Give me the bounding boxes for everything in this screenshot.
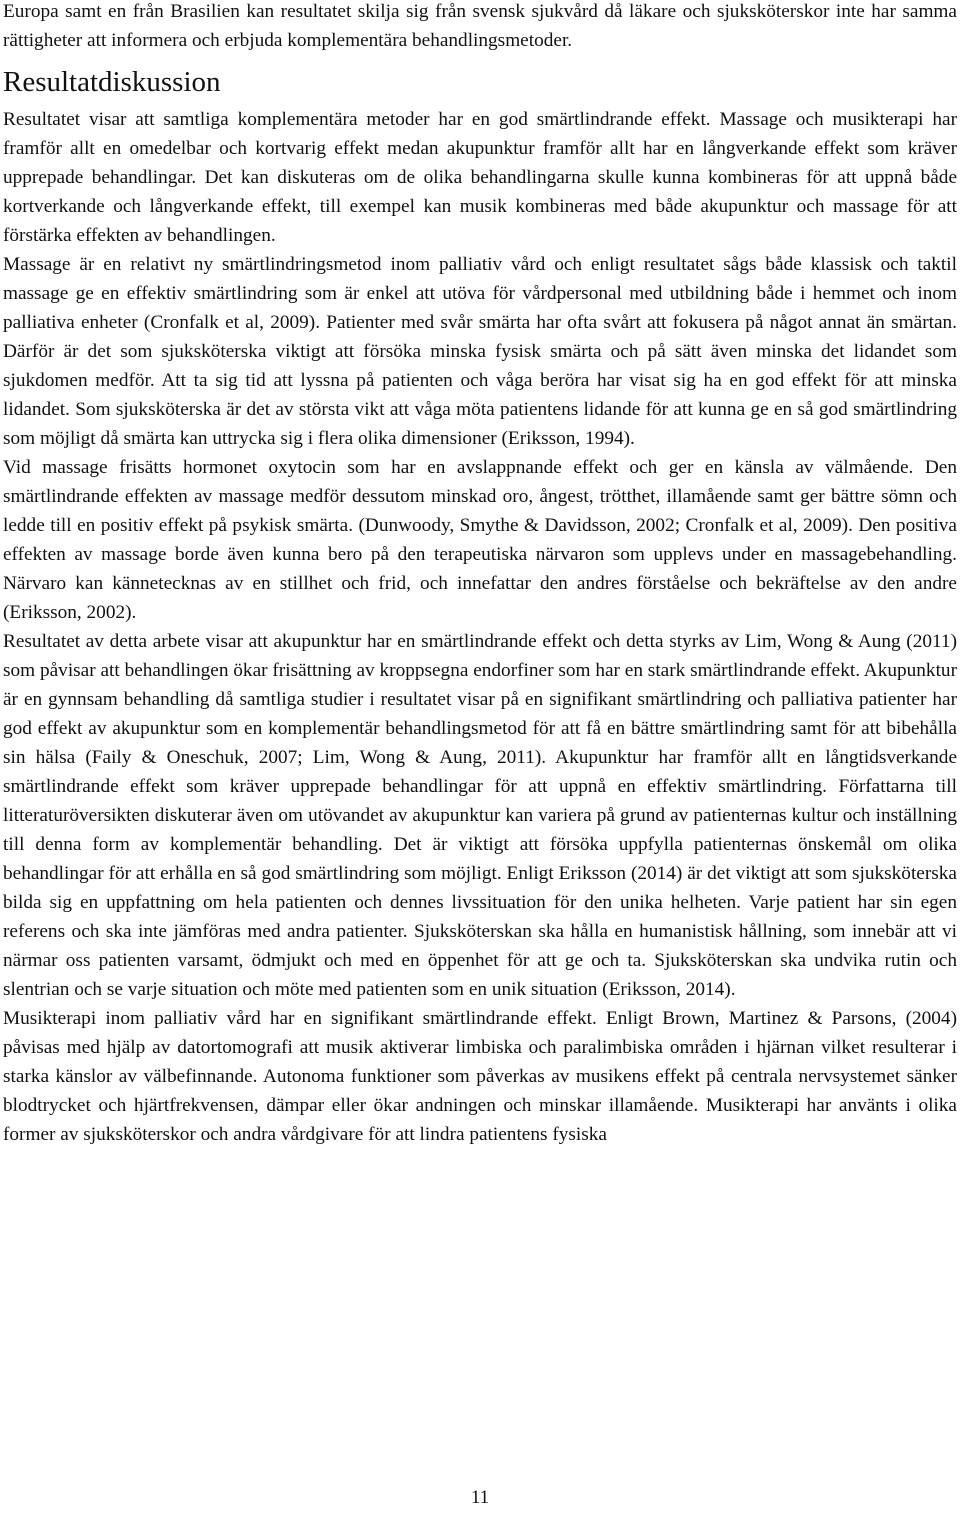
- paragraph-massage: Massage är en relativt ny smärtlindringsmetod inom palliativ vård och enligt resultatet sågs både klassisk och taktil massage ge en effektiv smärtlindring som är enkel att utöva för vårdpersonal med utbildning både i hemmet och inom palliativa enheter (Cronfalk et al, 2009). Patienter med svår smärta har ofta svårt att fokusera på något annat än smärtan. Därför är det som sjuksköterska viktigt att försöka minska fysisk smärta och på sätt även minska det lidandet som sjukdomen medför. Att ta sig tid att lyssna på patienten och våga beröra har visat sig ha en god effekt för att minska lidandet. Som sjuksköterska är det av största vikt att våga möta patientens lidande för att kunna ge en så god smärtlindring som möjligt då smärta kan uttrycka sig i flera olika dimensioner (Eriksson, 1994).: [3, 254, 957, 449]
- paragraph-music-therapy: Musikterapi inom palliativ vård har en signifikant smärtlindrande effekt. Enligt Brown, Martinez & Parsons, (2004) påvisas med hjälp av datortomografi att musik aktiverar limbiska och paralimbiska områden i hjärnan vilket resulterar i starka känslor av välbefinnande. Autonoma funktioner som påverkas av musikens effekt på centrala nervsystemet sänker blodtrycket och hjärtfrekvensen, dämpar eller ökar andningen och minskar illamående. Musikterapi har använts i olika former av sjuksköterskor och andra vårdgivare för att lindra patientens fysiska: [3, 1008, 957, 1145]
- section-heading: Resultatdiskussion: [3, 66, 221, 98]
- page-number: 11: [470, 1487, 490, 1508]
- intro-paragraph: Europa samt en från Brasilien kan resultatet skilja sig från svensk sjukvård då läkare och sjuksköterskor inte har samma rättigheter att informera och erbjuda komplementära behandlingsmetoder.: [3, 1, 957, 51]
- paragraph-results-summary: Resultatet visar att samtliga komplementära metoder har en god smärtlindrande effekt. Massage och musikterapi har framför allt en omedelbar och kortvarig effekt medan akupunktur framför allt har en långverkande effekt som kräver upprepade behandlingar. Det kan diskuteras om de olika behandlingarna skulle kunna kombineras för att uppnå både kortverkande och långverkande effekt, till exempel kan musik kombineras med både akupunktur och massage för att förstärka effekten av behandlingen.: [3, 109, 957, 246]
- paragraph-acupuncture: Resultatet av detta arbete visar att akupunktur har en smärtlindrande effekt och detta styrks av Lim, Wong & Aung (2011) som påvisar att behandlingen ökar frisättning av kroppsegna endorfiner som har en stark smärtlindrande effekt. Akupunktur är en gynnsam behandling då samtliga studier i resultatet visar på en signifikant smärtlindring och palliativa patienter har god effekt av akupunktur som en komplementär behandlingsmetod för att få en bättre smärtlindring samt för att bibehålla sin hälsa (Faily & Oneschuk, 2007; Lim, Wong & Aung, 2011). Akupunktur har framför allt en långtidsverkande smärtlindrande effekt som kräver upprepade behandlingar för att uppnå en effektiv smärtlindring. Författarna till litteraturöversikten diskuterar även om utövandet av akupunktur kan variera på grund av patienternas kultur och inställning till denna form av komplementär behandling. Det är viktigt att försöka uppfylla patienternas önskemål om olika behandlingar för att erhålla en så god smärtlindring som möjligt. Enligt Eriksson (2014) är det viktigt att som sjuksköterska bilda sig en uppfattning om hela patienten och dennes livssituation för den unika helheten. Varje patient har sin egen referens och ska inte jämföras med andra patienter. Sjuksköterskan ska hålla en humanistisk hållning, som innebär att vi närmar oss patienten varsamt, ödmjukt och med en öppenhet för att ge och ta. Sjuksköterskan ska undvika rutin och slentrian och se varje situation och möte med patienten som en unik situation (Eriksson, 2014).: [3, 631, 957, 1000]
- paragraph-oxytocin: Vid massage frisätts hormonet oxytocin som har en avslappnande effekt och ger en känsla av välmående. Den smärtlindrande effekten av massage medför dessutom minskad oro, ångest, trötthet, illamående samt ger bättre sömn och ledde till en positiv effekt på psykisk smärta. (Dunwoody, Smythe & Davidsson, 2002; Cronfalk et al, 2009). Den positiva effekten av massage borde även kunna bero på den terapeutiska närvaron som upplevs under en massagebehandling. Närvaro kan kännetecknas av en stillhet och frid, och innefattar den andres förståelse och bekräftelse av den andre (Eriksson, 2002).: [3, 457, 957, 623]
